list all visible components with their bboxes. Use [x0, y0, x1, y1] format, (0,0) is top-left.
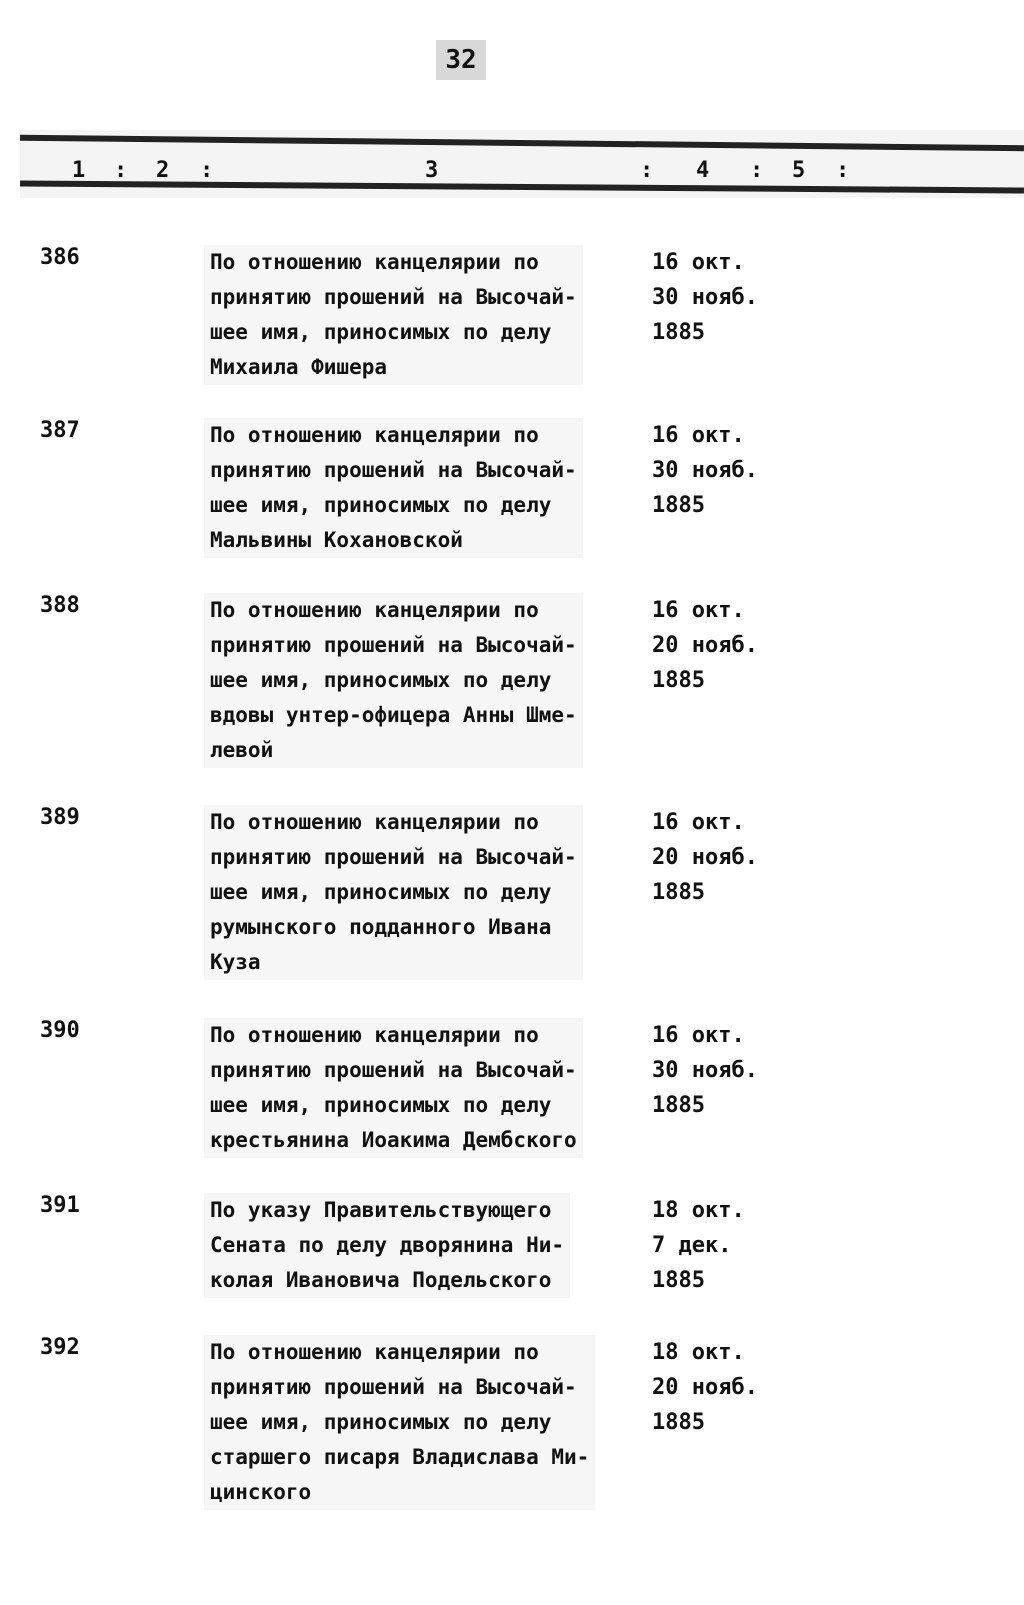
description-line: Сената по делу дворянина Ни-	[210, 1233, 565, 1257]
column-separator: :	[836, 158, 850, 183]
date-line: 1885	[652, 493, 705, 518]
description-line: По отношению канцелярии по	[210, 250, 539, 274]
description-line: По указу Правительствующего	[210, 1198, 552, 1222]
date-line: 30 нояб.	[652, 285, 758, 310]
column-header-1: 1	[72, 158, 86, 183]
description-line: Мальвины Кохановской	[210, 528, 463, 552]
description-line: принятию прошений на Высочай-	[210, 845, 577, 869]
date-line: 30 нояб.	[652, 1058, 758, 1083]
header-rule-bottom	[20, 180, 1024, 193]
entry-description	[204, 593, 583, 768]
column-header-2: 2	[156, 158, 170, 183]
column-separator: :	[200, 158, 214, 183]
date-line: 16 окт.	[652, 423, 745, 448]
date-line: 1885	[652, 320, 705, 345]
entry-dates	[652, 245, 758, 350]
description-line: шее имя, приносимых по делу	[210, 493, 552, 517]
column-header-3: 3	[425, 158, 439, 183]
date-line: 18 окт.	[652, 1340, 745, 1365]
entry-dates	[652, 1018, 758, 1123]
entry-description	[204, 1018, 583, 1158]
date-line: 16 окт.	[652, 598, 745, 623]
column-separator: :	[640, 158, 654, 183]
date-line: 30 нояб.	[652, 458, 758, 483]
entry-number: 390	[40, 1018, 80, 1043]
date-line: 16 окт.	[652, 250, 745, 275]
entry-description	[204, 245, 583, 385]
column-separator: :	[114, 158, 128, 183]
description-line: колая Ивановича Подельского	[210, 1268, 552, 1292]
description-line: шее имя, приносимых по делу	[210, 1410, 552, 1434]
entry-description	[204, 1193, 570, 1298]
entry-description	[204, 805, 583, 980]
entry-number: 391	[40, 1193, 80, 1218]
description-line: Куза	[210, 950, 261, 974]
date-line: 20 нояб.	[652, 633, 758, 658]
date-line: 1885	[652, 1093, 705, 1118]
column-separator: :	[750, 158, 764, 183]
entry-description	[204, 1335, 595, 1510]
description-line: По отношению канцелярии по	[210, 1023, 539, 1047]
description-line: румынского подданного Ивана	[210, 915, 552, 939]
date-line: 7 дек.	[652, 1233, 732, 1258]
description-line: вдовы унтер-офицера Анны Шме-	[210, 703, 577, 727]
entry-dates	[652, 593, 758, 698]
entry-number: 387	[40, 418, 80, 443]
description-line: принятию прошений на Высочай-	[210, 1058, 577, 1082]
column-header-5: 5	[792, 158, 806, 183]
entry-dates	[652, 805, 758, 910]
description-line: левой	[210, 738, 274, 762]
date-line: 20 нояб.	[652, 1375, 758, 1400]
entry-dates	[652, 418, 758, 523]
description-line: шее имя, приносимых по делу	[210, 668, 552, 692]
description-line: крестьянина Иоакима Дембского	[210, 1128, 577, 1152]
entry-number: 392	[40, 1335, 80, 1360]
entry-dates	[652, 1193, 745, 1298]
column-header-4: 4	[696, 158, 710, 183]
description-line: принятию прошений на Высочай-	[210, 1375, 577, 1399]
table-header	[20, 130, 1024, 198]
entry-description	[204, 418, 583, 558]
entry-dates	[652, 1335, 758, 1440]
header-rule-top	[20, 135, 1024, 152]
date-line: 20 нояб.	[652, 845, 758, 870]
description-line: старшего писаря Владислава Ми-	[210, 1445, 590, 1469]
entry-number: 386	[40, 245, 80, 270]
description-line: шее имя, приносимых по делу	[210, 1093, 552, 1117]
description-line: По отношению канцелярии по	[210, 423, 539, 447]
page-number: 32	[436, 40, 486, 80]
description-line: шее имя, приносимых по делу	[210, 320, 552, 344]
description-line: шее имя, приносимых по делу	[210, 880, 552, 904]
description-line: По отношению канцелярии по	[210, 1340, 539, 1364]
description-line: По отношению канцелярии по	[210, 598, 539, 622]
description-line: Михаила Фишера	[210, 355, 388, 379]
description-line: принятию прошений на Высочай-	[210, 458, 577, 482]
date-line: 1885	[652, 880, 705, 905]
date-line: 1885	[652, 668, 705, 693]
description-line: принятию прошений на Высочай-	[210, 633, 577, 657]
description-line: По отношению канцелярии по	[210, 810, 539, 834]
description-line: принятию прошений на Высочай-	[210, 285, 577, 309]
description-line: цинского	[210, 1480, 312, 1504]
entry-number: 389	[40, 805, 80, 830]
date-line: 1885	[652, 1268, 705, 1293]
entry-number: 388	[40, 593, 80, 618]
date-line: 18 окт.	[652, 1198, 745, 1223]
date-line: 16 окт.	[652, 810, 745, 835]
date-line: 1885	[652, 1410, 705, 1435]
date-line: 16 окт.	[652, 1023, 745, 1048]
